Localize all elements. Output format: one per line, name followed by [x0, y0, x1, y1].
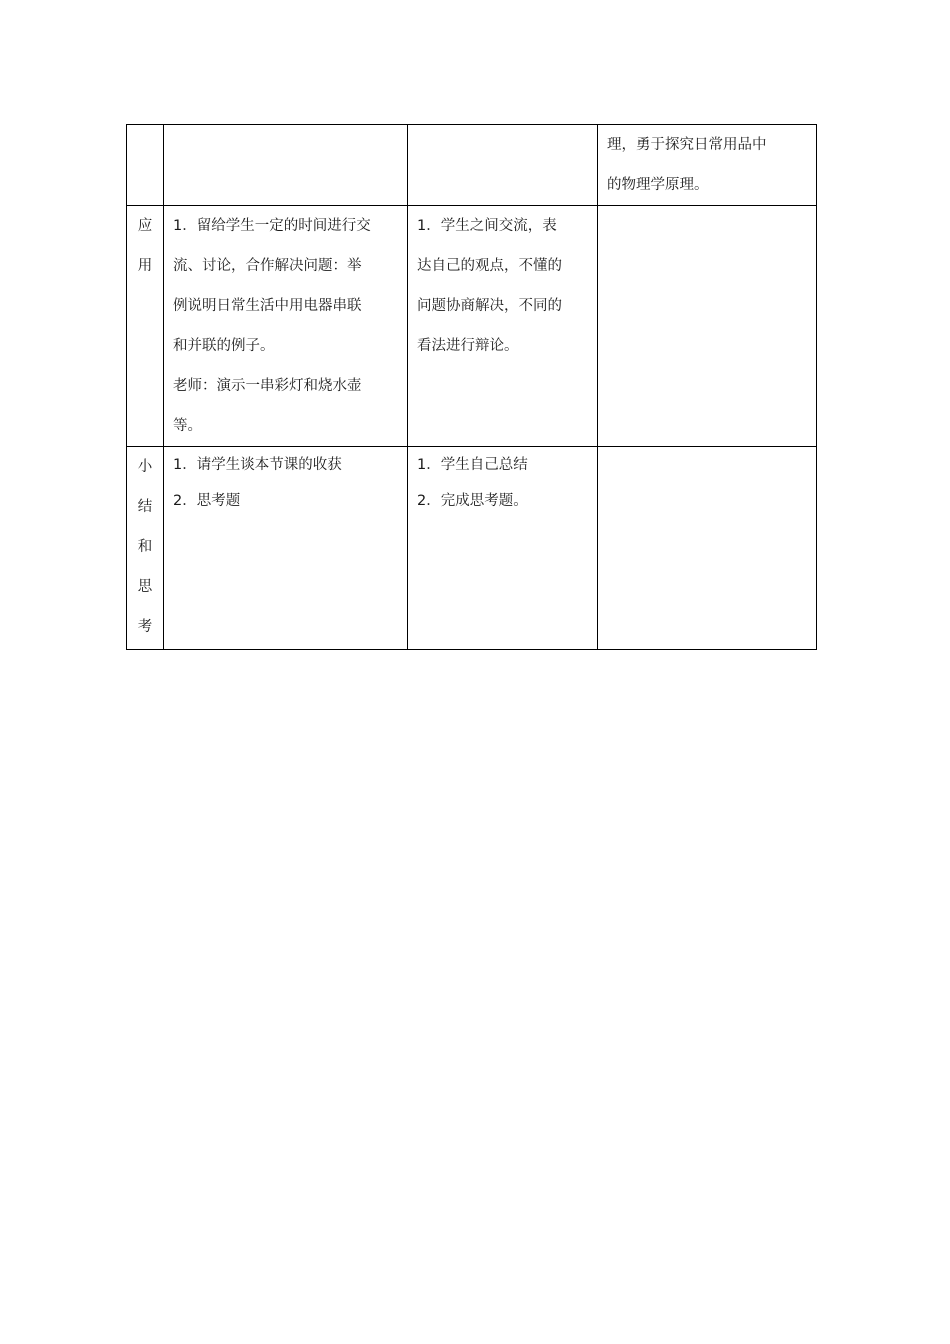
stage-cell-application — [127, 206, 164, 447]
teacher-line: 2．思考题 — [173, 493, 241, 509]
stage-label: 小结和思考 — [137, 459, 153, 635]
teacher-line: 1．留给学生一定的时间进行交 — [173, 218, 371, 234]
teacher-line: 等。 — [173, 418, 202, 434]
student-line: 看法进行辩论。 — [417, 338, 519, 354]
student-line: 2．完成思考题。 — [417, 493, 528, 509]
intent-line: 理，勇于探究日常用品中 — [607, 137, 767, 153]
student-line: 达自己的观点，不懂的 — [417, 258, 562, 274]
student-line: 1．学生自己总结 — [417, 457, 528, 473]
intent-line: 的物理学原理。 — [607, 177, 709, 193]
teacher-line: 和并联的例子。 — [173, 338, 275, 354]
student-line: 问题协商解决，不同的 — [417, 298, 562, 314]
design-intent-cell — [598, 206, 817, 447]
table-row-summary — [127, 447, 817, 650]
table-row-application — [127, 206, 817, 447]
teacher-line: 1．请学生谈本节课的收获 — [173, 457, 342, 473]
student-line: 1．学生之间交流，表 — [417, 218, 557, 234]
design-intent-cell — [598, 125, 817, 206]
student-activity-cell — [408, 447, 598, 650]
teacher-line: 流、讨论，合作解决问题：举 — [173, 258, 362, 274]
teacher-activity-cell — [164, 125, 408, 206]
stage-cell — [127, 125, 164, 206]
stage-label: 应用 — [137, 218, 153, 274]
lesson-plan-table — [126, 124, 817, 650]
design-intent-cell — [598, 447, 817, 650]
teacher-activity-cell — [164, 447, 408, 650]
teacher-line: 老师：演示一串彩灯和烧水壶 — [173, 378, 362, 394]
student-activity-cell — [408, 125, 598, 206]
teacher-line: 例说明日常生活中用电器串联 — [173, 298, 362, 314]
stage-cell-summary — [127, 447, 164, 650]
teacher-activity-cell — [164, 206, 408, 447]
student-activity-cell — [408, 206, 598, 447]
table-row-continuation — [127, 125, 817, 206]
